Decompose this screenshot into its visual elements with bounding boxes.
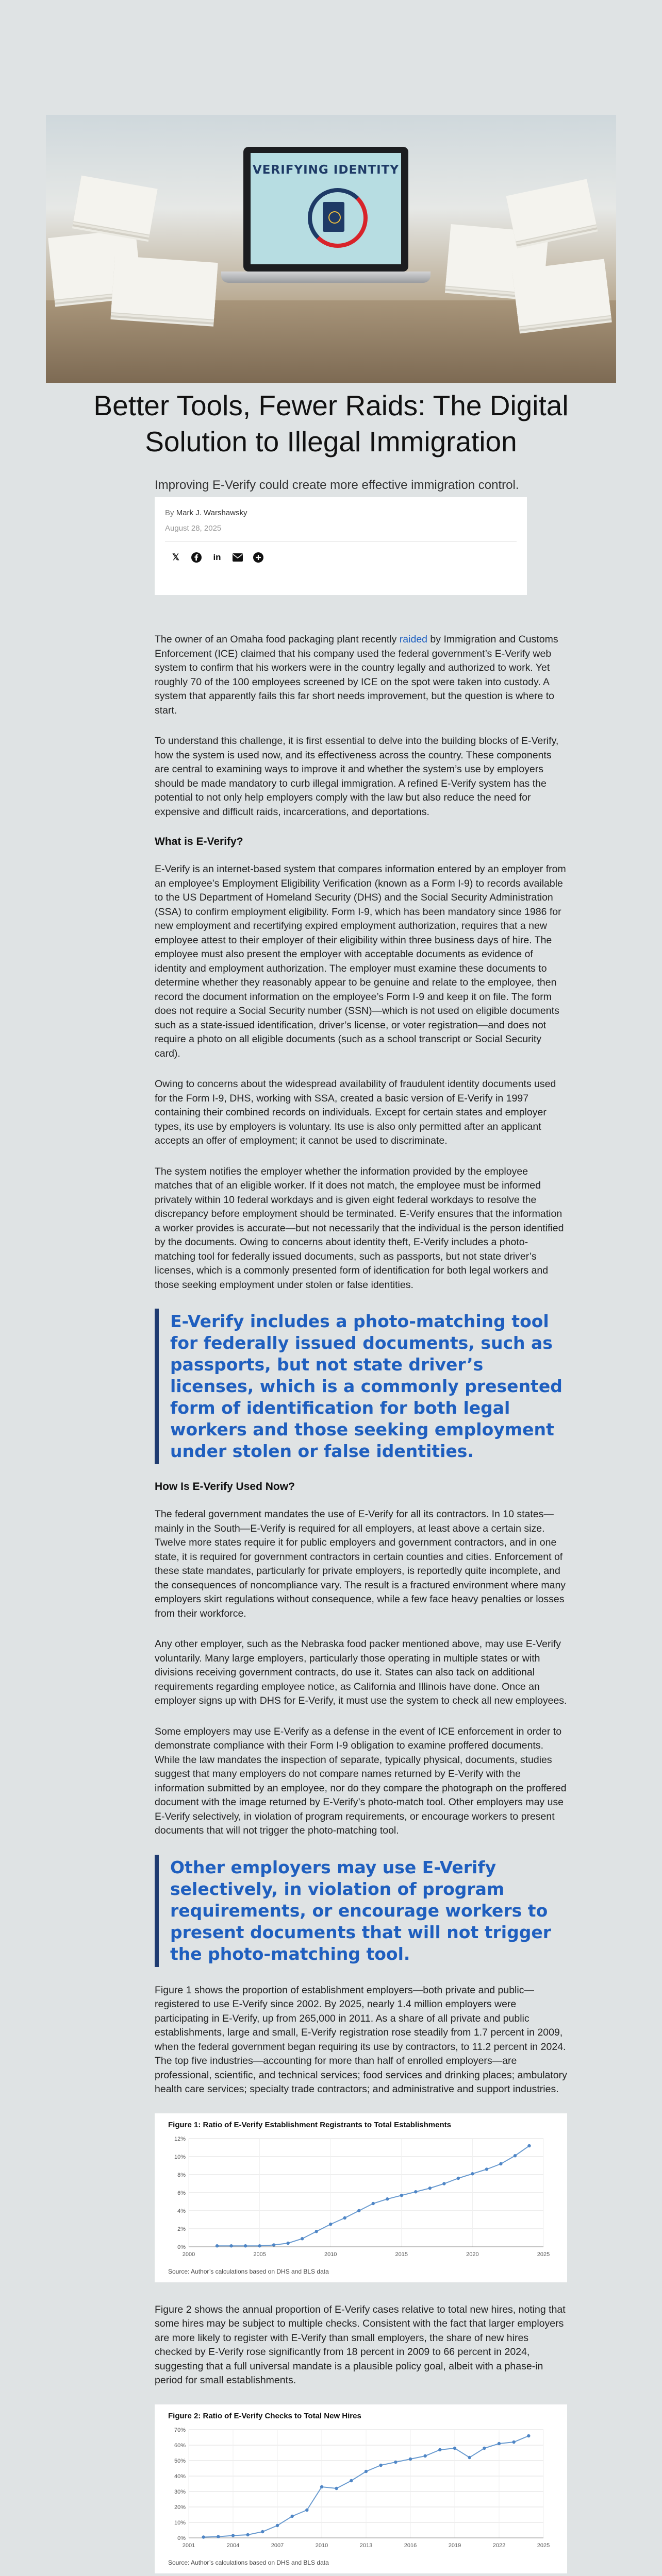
- data-point: [483, 2446, 486, 2449]
- data-point: [231, 2534, 235, 2537]
- linkedin-icon[interactable]: in: [213, 552, 221, 562]
- data-point: [202, 2535, 205, 2538]
- x-tick-label: 2010: [324, 2251, 337, 2258]
- data-point: [379, 2463, 382, 2466]
- data-point: [320, 2485, 323, 2488]
- y-tick-label: 20%: [174, 2504, 186, 2511]
- y-tick-label: 0%: [177, 2244, 186, 2250]
- y-tick-label: 8%: [177, 2172, 186, 2178]
- data-point: [527, 2144, 531, 2147]
- x-icon[interactable]: 𝕏: [172, 552, 179, 562]
- pull-quote-1: E-Verify includes a photo-matching tool for federally issued documents, such as passports, but not state driver’s licenses, which is a commonly presented form of identification for both legal workers and those seeking employment under stolen or false identities.: [155, 1309, 567, 1464]
- laptop-screen: [243, 147, 408, 272]
- figure-2-chart: [168, 2425, 554, 2553]
- y-tick-label: 60%: [174, 2442, 186, 2449]
- x-tick-label: 2001: [182, 2542, 195, 2549]
- y-tick-label: 70%: [174, 2427, 186, 2433]
- raided-link[interactable]: raided: [399, 634, 428, 645]
- data-point: [315, 2230, 318, 2233]
- x-tick-label: 2020: [466, 2251, 479, 2258]
- share-bar: [169, 551, 265, 564]
- figure-2-title: Figure 2: Ratio of E-Verify Checks to Total New Hires: [168, 2411, 361, 2420]
- data-point: [335, 2486, 338, 2489]
- paragraph-9: Figure 1 shows the proportion of establishment employers—both private and public—registered to use E-Verify since 2002. By 2025, nearly 1.4 million employers were participating in E-Verify, up from 265,000 in 2011. As a share of all private and public establishments, large and small, E-Verify registration rose steadily from 1.7 percent in 2009, when the federal government began requiring its use by contractors, to 11.2 percent in 2024. The top five industries—accounting for more than half of enrolled employers—are professional, scientific, and technical services; food services and drinking places; ambulatory health care services; specialty trade contractors; and administrative and support industries.: [155, 1984, 567, 2095]
- passport-icon: [323, 202, 344, 232]
- publish-date: August 28, 2025: [165, 524, 222, 533]
- data-point: [357, 2209, 360, 2212]
- data-point: [290, 2514, 293, 2517]
- paragraph-6: The federal government mandates the use of E-Verify for all its contractors. In 10 states—mainly in the South—E-Verify is required for all employers, at least above a certain size. Twelve more states require it for public employers and government contractors, and in one state, it is required for government contractors in certain counties and cities. Enforcement of these state mandates, particularly for private employers, is reportedly quite incomplete, and the consequences of noncompliance vary. The result is a fractured environment where many employers skirt regulations without consequence, while a few face heavy penalties or losses from their workforce.: [155, 1509, 566, 1619]
- data-point: [276, 2523, 279, 2527]
- x-tick-label: 2010: [315, 2542, 328, 2549]
- paragraph-7: Any other employer, such as the Nebraska food packer mentioned above, may use E-Verify voluntarily. Many large employers, particularly those operating in multiple states or with divisions receiving government contracts, do use it. States can also tack on additional requirements regarding employee notice, as California and Illinois have done. Once an employer signs up with DHS for E-Verify, it must use the system to check all new employees.: [155, 1638, 567, 1706]
- data-point: [457, 2176, 460, 2179]
- x-tick-label: 2019: [448, 2542, 461, 2549]
- paper-stack-left-3: [73, 176, 157, 235]
- y-tick-label: 6%: [177, 2190, 186, 2196]
- data-point: [216, 2244, 219, 2247]
- data-point: [329, 2223, 332, 2226]
- data-point: [246, 2533, 249, 2536]
- x-tick-label: 2025: [537, 2542, 550, 2549]
- data-point: [350, 2479, 353, 2482]
- x-tick-label: 2005: [253, 2251, 266, 2258]
- x-tick-label: 2022: [492, 2542, 506, 2549]
- data-point: [498, 2442, 501, 2445]
- y-tick-label: 0%: [177, 2535, 186, 2541]
- section-heading-what-is: What is E-Verify?: [155, 836, 243, 848]
- y-tick-label: 10%: [174, 2154, 186, 2160]
- x-tick-label: 2025: [537, 2251, 550, 2258]
- data-point: [286, 2241, 289, 2244]
- data-point: [229, 2244, 233, 2247]
- figure-1-chart: [168, 2133, 554, 2262]
- byline: [165, 509, 247, 517]
- y-tick-label: 10%: [174, 2519, 186, 2526]
- data-point: [217, 2535, 220, 2538]
- x-tick-label: 2007: [271, 2542, 284, 2549]
- paragraph-1: [155, 633, 567, 718]
- byline-box: [155, 497, 527, 595]
- byline-divider: [165, 541, 517, 542]
- data-point: [244, 2244, 247, 2247]
- y-tick-label: 30%: [174, 2488, 186, 2495]
- data-point: [394, 2460, 397, 2463]
- data-point: [442, 2182, 445, 2185]
- paragraph-10: Figure 2 shows the annual proportion of E-Verify cases relative to total new hires, noting that some hires may be subject to multiple checks. Consistent with the fact that larger employers are more likely to register with E-Verify than small employers, the share of new hires checked by E-Verify rose significantly from 18 percent in 2009 to 66 percent in 2024, suggesting that a full universal mandate is a plausible policy goal, albeit with a phase-in period for small establishments.: [155, 2303, 566, 2386]
- data-point: [414, 2190, 417, 2193]
- data-point: [400, 2194, 403, 2197]
- paragraph-4: Owing to concerns about the widespread availability of fraudulent identity documents used for the Form I-9, DHS, working with SSA, created a basic version of E-Verify in 1997 containing their combined records on individuals. Except for certain states and employer types, its use by employers is voluntary. Its use is also only permitted after an applicant accepts an offer of employment; it cannot be used to discriminate.: [155, 1078, 556, 1146]
- paper-stack-right-2: [512, 259, 611, 326]
- email-icon[interactable]: [231, 551, 244, 564]
- paper-stack-left-2: [111, 256, 218, 319]
- data-point: [409, 2457, 412, 2460]
- facebook-icon[interactable]: [190, 551, 203, 564]
- data-point: [512, 2440, 515, 2443]
- data-point: [468, 2455, 471, 2459]
- x-tick-label: 2015: [395, 2251, 408, 2258]
- y-tick-label: 50%: [174, 2458, 186, 2464]
- paragraph-3: E-Verify is an internet-based system that compares information entered by an employer from an employee’s Employment Eligibility Verification (known as a Form I-9) to records available to the US Department of Homeland Security (DHS) and the Social Security Administration (SSA) to confirm employment eligibility. Form I-9, which has been mandatory since 1986 for new employment and recertifying expired employment authorization, requires that a new employee attest to their employer of their eligibility within three business days of hire. The employee must also present the employer with acceptable documents as evidence of identity and employment authorization. The employer must examine these documents to determine whether they reasonably appear to be genuine and relate to the employee, then record the document information on the employee’s Form I-9 and keep it on file. The form does not require a Social Security number (SSN)—which is not used on eligible documents such as a state-issued identification, driver’s license, or voter registration—and does not require a photo on all eligible documents (such as a school transcript or Social Security card).: [155, 863, 566, 1059]
- x-tick-label: 2013: [359, 2542, 373, 2549]
- y-tick-label: 12%: [174, 2136, 186, 2142]
- x-tick-label: 2000: [182, 2251, 195, 2258]
- hero-image: [46, 115, 616, 383]
- paragraph-1-text-b: by Immigration and Customs Enforcement (ICE) claimed that his company used the federal government’s E-Verify web system to confirm that his workers were in the country legally and authorized to work. Yet roughly 70 of the 100 employees screened by ICE on the spot were taken into custody. A system that apparently fails this far short needs improvement, but the question is where to start.: [155, 634, 558, 716]
- data-point: [471, 2172, 474, 2175]
- figure-1-title: Figure 1: Ratio of E-Verify Establishment Registrants to Total Establishments: [168, 2120, 451, 2129]
- laptop-display: [251, 153, 401, 264]
- figure-2: [155, 2404, 567, 2573]
- data-point: [272, 2243, 275, 2246]
- article-subtitle: Improving E-Verify could create more effective immigration control.: [155, 478, 519, 492]
- paragraph-8: Some employers may use E-Verify as a defense in the event of ICE enforcement in order to demonstrate compliance with their Form I-9 obligation to examine proffered documents. While the law mandates the inspection of separate, typically physical, documents, studies suggest that many employers do not compare names returned by E-Verify with the information submitted by an employee, nor do they compare the photograph on the proffered document with the image returned by E-Verify’s photo-match tool. Other employers may use E-Verify selectively, in violation of program requirements, or encourage workers to present documents that will not trigger the photo-matching tool.: [155, 1725, 567, 1836]
- paragraph-1-text-a: The owner of an Omaha food packaging plant recently: [155, 634, 400, 645]
- data-point: [305, 2508, 308, 2511]
- data-point: [438, 2448, 441, 2451]
- data-point: [258, 2244, 261, 2247]
- figure-1: [155, 2113, 567, 2282]
- paper-stack-right-3: [506, 179, 596, 241]
- section-heading-how-used: How Is E-Verify Used Now?: [155, 1481, 295, 1493]
- data-point: [485, 2167, 488, 2171]
- article-body: [155, 633, 567, 2576]
- data-point: [527, 2434, 530, 2437]
- laptop-base: [221, 272, 431, 283]
- article-title: Better Tools, Fewer Raids: The Digital Solution to Illegal Immigration: [93, 389, 569, 457]
- data-point: [428, 2187, 432, 2190]
- data-point: [499, 2162, 502, 2165]
- data-point: [514, 2154, 517, 2157]
- y-tick-label: 40%: [174, 2473, 186, 2480]
- data-point: [372, 2201, 375, 2205]
- screen-heading: VERIFYING IDENTITY: [252, 163, 400, 177]
- figure-2-source: Source: Author’s calculations based on DHS and BLS data: [168, 2558, 329, 2566]
- pull-quote-2: Other employers may use E-Verify selectively, in violation of program requirements, or encourage workers to present documents that will not trigger the photo-matching tool.: [155, 1855, 567, 1967]
- data-point: [261, 2530, 264, 2533]
- x-tick-label: 2016: [404, 2542, 417, 2549]
- series-line: [217, 2146, 529, 2246]
- data-point: [365, 2469, 368, 2472]
- paragraph-2: To understand this challenge, it is first essential to delve into the building blocks of E-Verify, how the system is used now, and its effectiveness across the country. These components are central to examining ways to improve it and whether the system’s use by employers should be made mandatory to curb illegal immigration. A refined E-Verify system has the potential to not only help employers comply with the law but also reduce the need for expensive and difficult raids, incarcerations, and deportations.: [155, 735, 559, 818]
- data-point: [423, 2454, 426, 2457]
- data-point: [301, 2237, 304, 2240]
- paragraph-5: The system notifies the employer whether the information provided by the employee matches that of an eligible worker. If it does not match, the employee must be informed privately within 10 federal workdays and is given eight federal workdays to resolve the discrepancy before employment should be terminated. E-Verify ensures that the information a worker provides is accurate—but not necessarily that the individual is the person identified by the documents. Owing to concerns about identity theft, E-Verify includes a photo-matching tool for federally issued documents, such as passports, but not state driver’s licenses, which is a commonly presented form of identification for both legal workers and those seeking employment under stolen or false identities.: [155, 1165, 564, 1291]
- data-point: [453, 2446, 456, 2449]
- data-point: [343, 2216, 346, 2219]
- byline-prefix: By: [165, 509, 174, 517]
- x-tick-label: 2004: [226, 2542, 240, 2549]
- figure-1-source: Source: Author’s calculations based on DHS and BLS data: [168, 2267, 329, 2275]
- plus-icon[interactable]: [252, 551, 265, 564]
- data-point: [386, 2197, 389, 2200]
- y-tick-label: 4%: [177, 2208, 186, 2214]
- author-link[interactable]: Mark J. Warshawsky: [176, 509, 247, 517]
- y-tick-label: 2%: [177, 2226, 186, 2232]
